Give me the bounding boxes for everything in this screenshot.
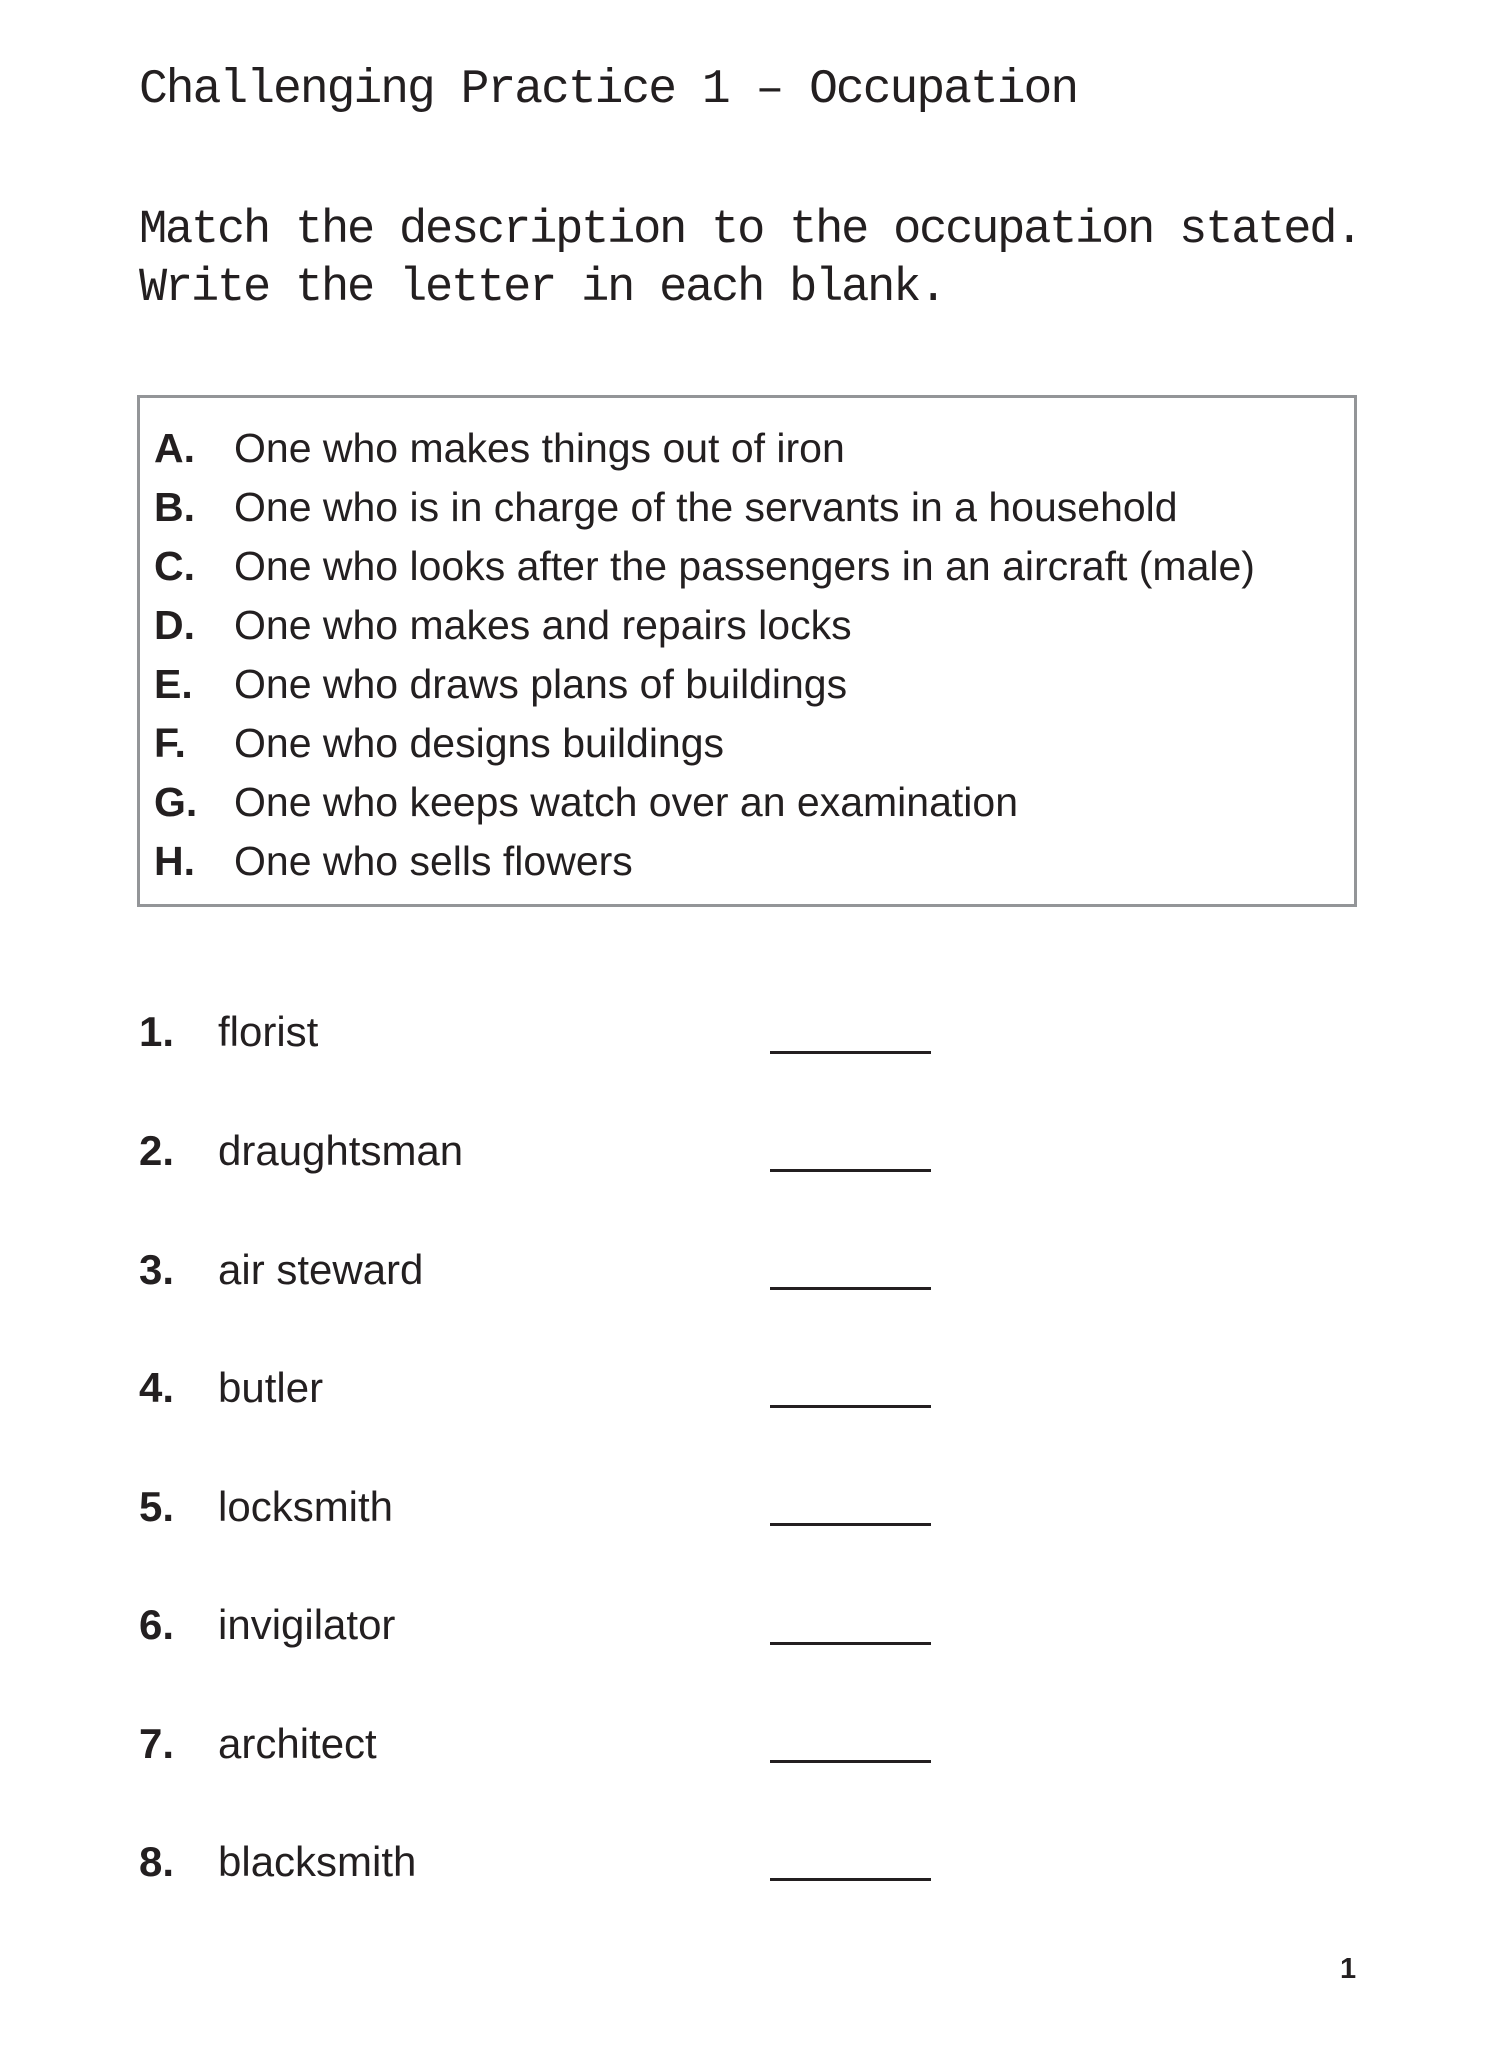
answer-blank[interactable]	[770, 1878, 931, 1881]
question-word: blacksmith	[218, 1838, 417, 1885]
question-word: draughtsman	[218, 1127, 464, 1174]
option-letter: B.	[154, 484, 195, 530]
option-letter: E.	[154, 661, 193, 707]
option-text: One who looks after the passengers in an aircraft (male)	[234, 543, 1255, 589]
option-d	[154, 596, 852, 655]
option-letter: H.	[154, 838, 195, 884]
question-item	[139, 1714, 377, 1774]
question-number: 1.	[139, 1008, 175, 1055]
option-e	[154, 655, 847, 714]
page-number: 1	[1340, 1953, 1357, 1985]
question-word: butler	[218, 1364, 324, 1411]
question-item	[139, 1358, 323, 1418]
option-c	[154, 537, 1255, 596]
option-text: One who keeps watch over an examination	[234, 779, 1019, 825]
option-text: One who is in charge of the servants in a household	[234, 484, 1178, 530]
option-letter: C.	[154, 543, 195, 589]
option-text: One who draws plans of buildings	[234, 661, 848, 707]
question-item	[139, 1477, 393, 1537]
question-item	[139, 1121, 463, 1181]
question-number: 2.	[139, 1127, 175, 1174]
question-item	[139, 1002, 318, 1062]
option-f	[154, 714, 724, 773]
option-g	[154, 773, 1018, 832]
option-text: One who sells flowers	[234, 838, 633, 884]
option-text: One who makes and repairs locks	[234, 602, 852, 648]
question-number: 4.	[139, 1364, 175, 1411]
option-letter: D.	[154, 602, 195, 648]
option-a	[154, 419, 845, 478]
question-word: invigilator	[218, 1601, 396, 1648]
answer-blank[interactable]	[770, 1642, 931, 1645]
question-word: air steward	[218, 1246, 424, 1293]
option-letter: G.	[154, 779, 198, 825]
answer-blank[interactable]	[770, 1405, 931, 1408]
options-box	[137, 395, 1357, 907]
answer-blank[interactable]	[770, 1051, 931, 1054]
instructions-text: Match the description to the occupation stated. Write the letter in each blank.	[139, 204, 1362, 315]
option-h	[154, 832, 633, 891]
page-title: Challenging Practice 1 – Occupation	[139, 63, 1078, 117]
question-item	[139, 1832, 416, 1892]
question-word: florist	[218, 1008, 319, 1055]
question-number: 8.	[139, 1838, 175, 1885]
option-b	[154, 478, 1178, 537]
question-number: 5.	[139, 1483, 175, 1530]
question-number: 7.	[139, 1720, 175, 1767]
answer-blank[interactable]	[770, 1760, 931, 1763]
question-word: locksmith	[218, 1483, 394, 1530]
option-text: One who makes things out of iron	[234, 425, 845, 471]
option-letter: A.	[154, 425, 195, 471]
answer-blank[interactable]	[770, 1169, 931, 1172]
question-item	[139, 1595, 395, 1655]
question-number: 3.	[139, 1246, 175, 1293]
option-text: One who designs buildings	[234, 720, 725, 766]
option-letter: F.	[154, 720, 186, 766]
question-word: architect	[218, 1720, 377, 1767]
question-number: 6.	[139, 1601, 175, 1648]
answer-blank[interactable]	[770, 1287, 931, 1290]
question-item	[139, 1240, 423, 1300]
answer-blank[interactable]	[770, 1523, 931, 1526]
